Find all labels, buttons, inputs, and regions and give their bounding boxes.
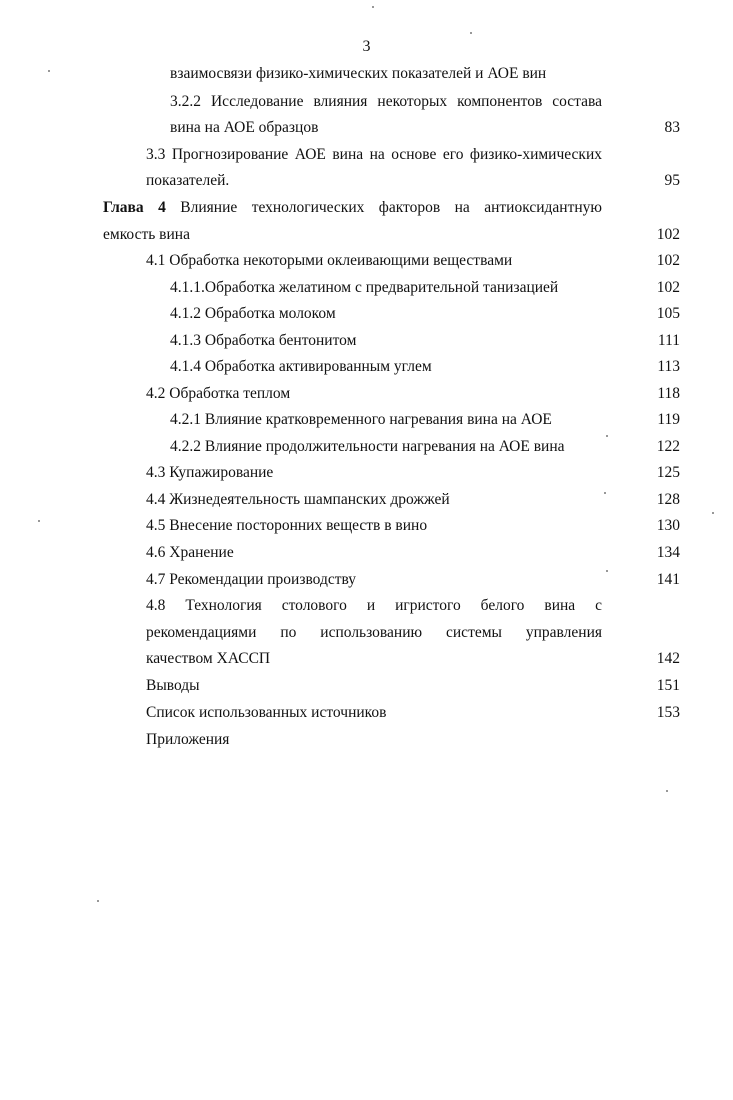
scan-speck [48, 70, 50, 72]
toc-page-number: 102 [656, 279, 680, 296]
toc-page-number: 134 [656, 544, 680, 561]
toc-entry-text: 4.8 Технология столового и игристого белого вина с [146, 597, 602, 614]
page-number: 3 [362, 38, 371, 55]
scan-speck [712, 512, 714, 514]
toc-entry-text: 4.2.2 Влияние продолжительности нагревания на АОЕ вина [170, 438, 565, 455]
toc-entry-text: 4.3 Купажирование [146, 464, 274, 481]
toc-page-number: 119 [657, 411, 680, 428]
toc-entry-text: 4.2 Обработка теплом [146, 385, 291, 402]
toc-chapter-heading [103, 198, 602, 218]
toc-entry-text: 4.5 Внесение посторонних веществ в вино [146, 517, 428, 534]
toc-entry-text: рекомендациями по использованию системы управления [146, 624, 602, 641]
toc-page-number: 142 [656, 650, 680, 667]
toc-page-number: 153 [656, 704, 680, 721]
toc-page-number: 102 [656, 226, 680, 243]
toc-page-number: 111 [657, 332, 680, 349]
scan-speck [606, 570, 608, 572]
toc-entry-text: Список использованных источников [146, 704, 387, 721]
toc-entry-text: 4.4 Жизнедеятельность шампанских дрожжей [146, 491, 450, 508]
toc-entry-text: 4.1.2 Обработка молоком [170, 305, 336, 322]
toc-entry-text: качеством ХАССП [146, 650, 271, 667]
toc-entry-text: Выводы [146, 677, 200, 694]
toc-page-number: 141 [656, 571, 680, 588]
toc-page-number: 102 [656, 252, 680, 269]
toc-entry-text: показателей. [146, 172, 230, 189]
toc-entry-text: емкость вина [103, 226, 190, 243]
scan-speck [666, 790, 668, 792]
toc-entry-text: 3.2.2 Исследование влияния некоторых компонентов состава [170, 93, 602, 110]
toc-page-number: 113 [657, 358, 680, 375]
toc-page-number: 128 [656, 491, 680, 508]
scan-speck [470, 32, 472, 34]
toc-entry-text: 4.1.4 Обработка активированным углем [170, 358, 432, 375]
toc-entry-text: 4.6 Хранение [146, 544, 234, 561]
toc-page-number: 122 [656, 438, 680, 455]
toc-entry-text: вина на АОЕ образцов [170, 119, 319, 136]
toc-entry-text: 4.7 Рекомендации производству [146, 571, 357, 588]
toc-page-number: 83 [664, 119, 680, 136]
scan-speck [604, 492, 606, 494]
toc-page-number: 125 [656, 464, 680, 481]
toc-page-number: 151 [656, 677, 680, 694]
toc-entry-text: 4.1.3 Обработка бентонитом [170, 332, 357, 349]
scan-speck [38, 520, 40, 522]
toc-page-number: 105 [656, 305, 680, 322]
toc-entry-text: Приложения [146, 731, 230, 748]
scan-speck [372, 6, 374, 8]
toc-entry-text: взаимосвязи физико-химических показателей и АОЕ вин [170, 65, 547, 82]
toc-page-number: 95 [664, 172, 680, 189]
toc-entry-text: 3.3 Прогнозирование АОЕ вина на основе его физико-химических [146, 146, 602, 163]
toc-entry-text: 4.2.1 Влияние кратковременного нагревания вина на АОЕ [170, 411, 552, 428]
toc-entry-text: Влияние технологических факторов на антиоксидантную [180, 199, 602, 216]
toc-entry-text: 4.1 Обработка некоторыми оклеивающими веществами [146, 252, 513, 269]
scan-speck [97, 900, 99, 902]
scan-speck [606, 435, 608, 437]
chapter-label: Глава 4 [103, 199, 166, 216]
toc-page-number: 130 [656, 517, 680, 534]
toc-entry-text: 4.1.1.Обработка желатином с предварительной танизацией [170, 279, 559, 296]
toc-page-number: 118 [657, 385, 680, 402]
